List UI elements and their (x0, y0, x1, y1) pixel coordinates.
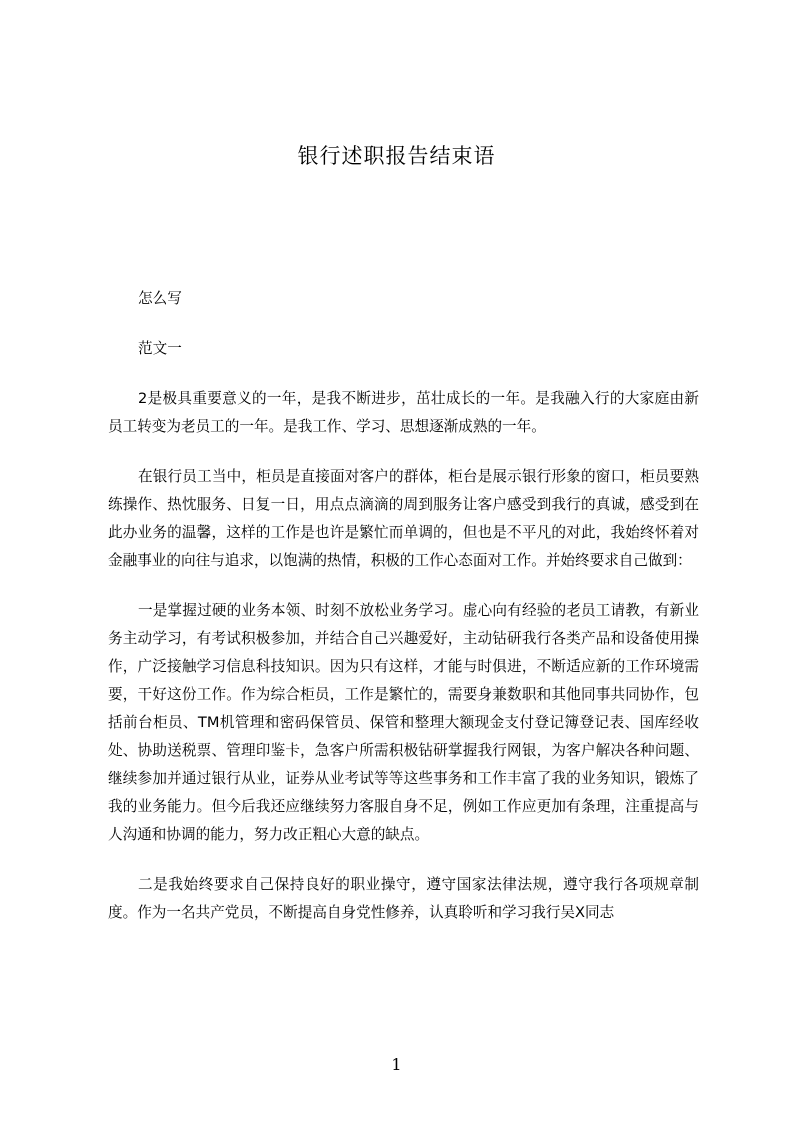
paragraph-point-two: 二是我始终要求自己保持良好的职业操守，遵守国家法律法规，遵守我行各项规章制度。作为一名共产党员，不断提高自身党性修养，认真聆听和学习我行吴X同志 (108, 876, 699, 921)
paragraph-point-one: 一是掌握过硬的业务本领、时刻不放松业务学习。虚心向有经验的老员工请教，有新业务主动学习，有考试积极参加，并结合自己兴趣爱好，主动钻研我行各类产品和设备使用操作，广泛接触学习信息科技知识。因为只有这样，才能与时俱进，不断适应新的工作环境需要，干好这份工作。作为综合柜员，工作是繁忙的，需要身兼数职和其他同事共同协作，包括前台柜员、TM机管理和密码保管员、保管和整理大额现金支付登记簿登记表、国库经收处、协助送税票、管理印鉴卡，急客户所需积极钻研掌握我行网银，为客户解决各种问题、继续参加并通过银行从业，证券从业考试等等这些事务和工作丰富了我的业务知识，锻炼了我的业务能力。但今后我还应继续努力客服自身不足，例如工作应更加有条理，注重提高与人沟通和协调的能力，努力改正粗心大意的缺点。 (108, 602, 699, 843)
section-heading-sample-one: 范文一 (138, 340, 182, 357)
paragraph-teller-role: 在银行员工当中，柜员是直接面对客户的群体，柜台是展示银行形象的窗口，柜员要熟练操作、热忱服务、日复一日，用点点滴滴的周到服务让客户感受到我行的真诚，感受到在此办业务的温馨，这样的工作是也许是繁忙而单调的，但也是不平凡的对此，我始终怀着对金融事业的向往与追求，以饱满的热情，积极的工作心态面对工作。并始终要求自己做到： (108, 468, 699, 569)
section-heading-how-to-write: 怎么写 (138, 290, 182, 307)
paragraph-intro: 2是极具重要意义的一年，是我不断进步，茁壮成长的一年。是我融入行的大家庭由新员工转变为老员工的一年。是我工作、学习、思想逐渐成熟的一年。 (108, 390, 699, 435)
page-number: 1 (391, 1055, 402, 1074)
document-body (108, 285, 699, 949)
document-title: 银行述职报告结束语 (297, 144, 496, 168)
